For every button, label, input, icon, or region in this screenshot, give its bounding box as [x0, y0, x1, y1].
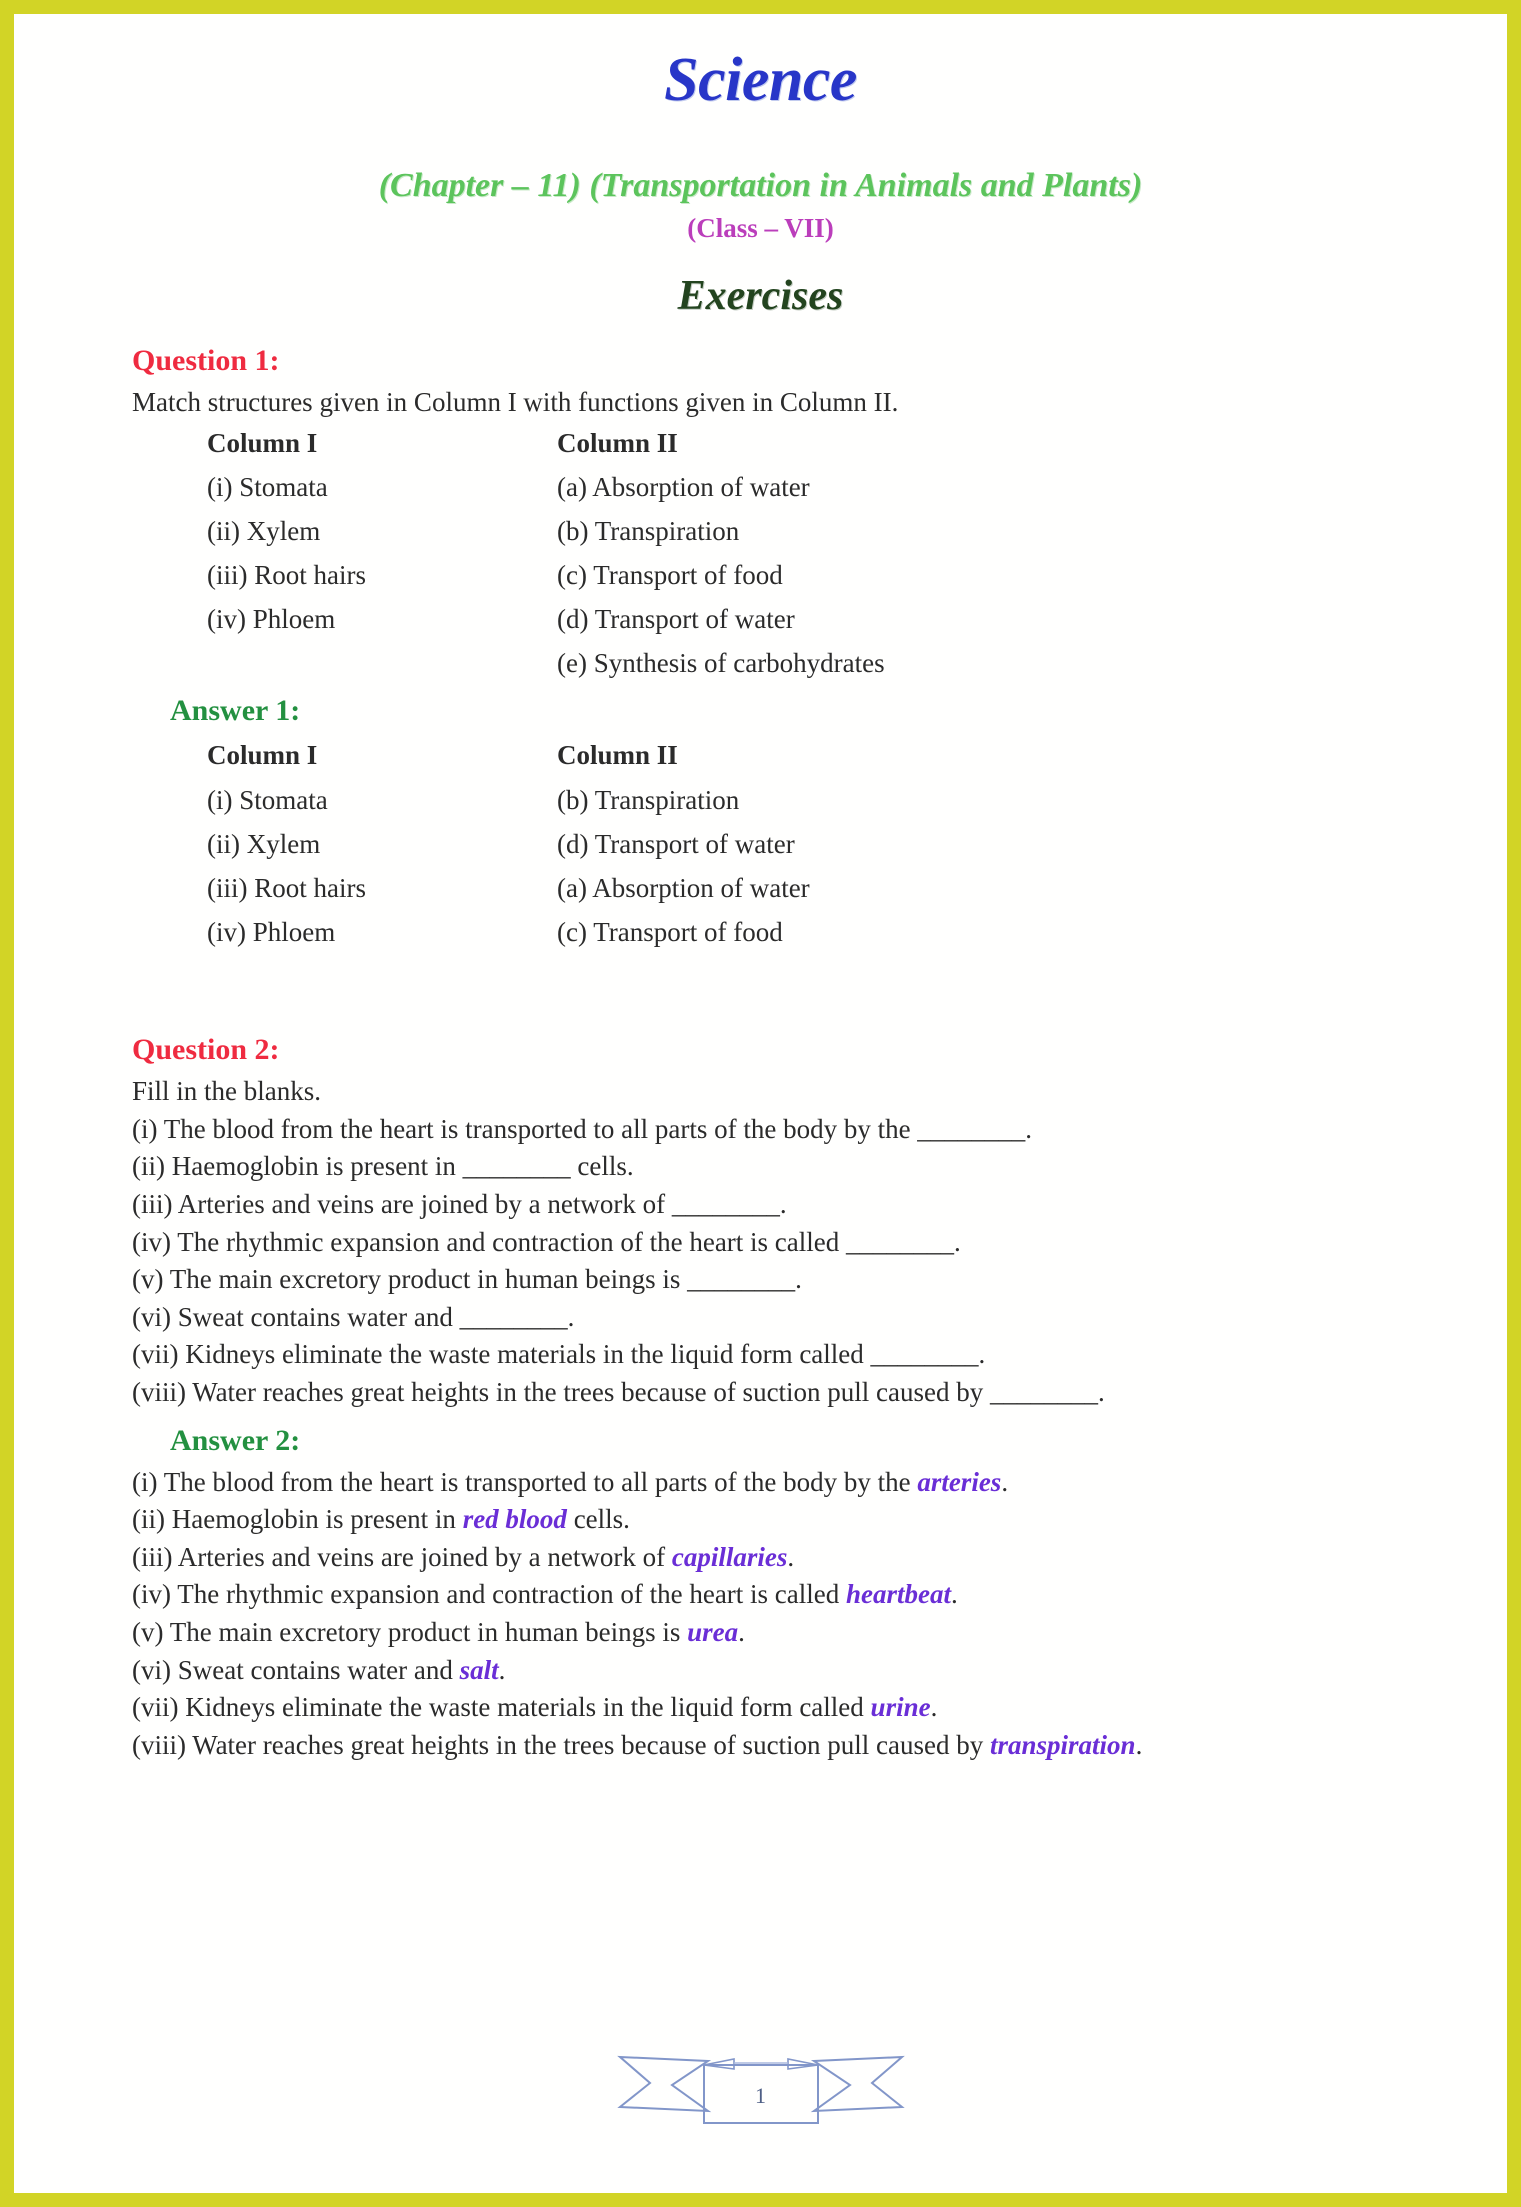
question-2-item: (v) The main excretory product in human beings is ________. [132, 1264, 802, 1295]
column-1-cell [132, 635, 557, 679]
column-2-item: (c) Transport of food [557, 916, 783, 947]
answer-2-label: Answer 2: [170, 1423, 301, 1457]
question-2-label: Question 2: [132, 1033, 280, 1067]
table-row [132, 735, 1389, 771]
column-1-item: (iv) Phloem [207, 916, 336, 947]
answer-text-after: . [787, 1541, 795, 1572]
column-2-cell [557, 816, 1389, 860]
column-2-item: (b) Transpiration [557, 515, 740, 546]
page-content [14, 14, 1507, 2193]
question-1-match-table [132, 423, 1389, 680]
table-row [132, 503, 1389, 547]
answer-1-match-table [132, 735, 1389, 948]
answer-keyword: transpiration [990, 1729, 1136, 1760]
column-2-cell [557, 423, 1389, 459]
question-1-label: Question 1: [132, 344, 280, 378]
answer-2-item [132, 1571, 1389, 1609]
column-1-item: (ii) Xylem [207, 515, 321, 546]
question-2-item: (viii) Water reaches great heights in the trees because of suction pull caused by ________. [132, 1376, 1105, 1407]
column-2-item: (e) Synthesis of carbohydrates [557, 648, 885, 679]
answer-text-before: (viii) Water reaches great heights in the trees because of suction pull caused by [132, 1729, 991, 1760]
answer-keyword: capillaries [671, 1541, 788, 1572]
column-2-item: (a) Absorption of water [557, 471, 810, 502]
answer-2-item [132, 1647, 1389, 1685]
table-row [132, 816, 1389, 860]
question-2-item: (iv) The rhythmic expansion and contraction of the heart is called ________. [132, 1226, 961, 1257]
answer-text-before: (iii) Arteries and veins are joined by a network of [132, 1541, 672, 1572]
column-2-cell [557, 772, 1389, 816]
question-1-prompt: Match structures given in Column I with functions given in Column II. [132, 387, 899, 418]
answer-2-item [132, 1459, 1389, 1497]
answer-keyword: urine [870, 1692, 931, 1723]
table-row [132, 591, 1389, 635]
column-1-cell [132, 904, 557, 948]
column-1-cell [132, 547, 557, 591]
column-2-cell [557, 860, 1389, 904]
table-row [132, 860, 1389, 904]
answer-2-item [132, 1684, 1389, 1722]
column-1-cell [132, 459, 557, 503]
question-2-item: (iii) Arteries and veins are joined by a network of ________. [132, 1188, 787, 1219]
column-1-cell [132, 591, 557, 635]
table-row [132, 904, 1389, 948]
question-2-item: (i) The blood from the heart is transported to all parts of the body by the ________. [132, 1113, 1033, 1144]
answer-text-before: (ii) Haemoglobin is present in [132, 1504, 463, 1535]
answer-text-after: cells. [566, 1504, 630, 1535]
column-2-cell [557, 547, 1389, 591]
answer-keyword: red blood [462, 1504, 567, 1535]
column-2-item: (b) Transpiration [557, 784, 740, 815]
column-1-header: Column I [207, 427, 318, 458]
column-2-cell [557, 459, 1389, 503]
column-1-item: (iv) Phloem [207, 604, 336, 635]
page-title: Science [664, 46, 857, 114]
chapter-subtitle: (Chapter – 11) (Transportation in Animals and Plants) [378, 166, 1143, 204]
answer-text-before: (vi) Sweat contains water and [132, 1654, 460, 1685]
table-row [132, 635, 1389, 679]
page-number: 1 [755, 2083, 766, 2108]
question-2-item: (vi) Sweat contains water and ________. [132, 1301, 575, 1332]
answer-text-before: (i) The blood from the heart is transported to all parts of the body by the [132, 1466, 918, 1497]
column-1-item: (iii) Root hairs [207, 560, 366, 591]
answer-keyword: salt [459, 1654, 499, 1685]
column-1-cell [132, 735, 557, 771]
answer-text-before: (iv) The rhythmic expansion and contraction of the heart is called [132, 1579, 847, 1610]
answer-2-item [132, 1609, 1389, 1647]
table-row [132, 423, 1389, 459]
table-row [132, 459, 1389, 503]
column-1-cell [132, 816, 557, 860]
question-2-prompt: Fill in the blanks. [132, 1076, 321, 1107]
table-row [132, 547, 1389, 591]
answer-text-after: . [951, 1579, 958, 1610]
column-1-header: Column I [207, 740, 318, 771]
answer-text-before: (v) The main excretory product in human beings is [132, 1616, 688, 1647]
answer-2-item [132, 1534, 1389, 1572]
page-footer [14, 2035, 1507, 2127]
column-1-item: (ii) Xylem [207, 828, 321, 859]
answer-keyword: heartbeat [846, 1579, 952, 1610]
answer-keyword: urea [687, 1616, 739, 1647]
question-2-item: (vii) Kidneys eliminate the waste materials in the liquid form called ________. [132, 1339, 986, 1370]
section-spacer [132, 948, 1389, 1010]
column-2-item: (c) Transport of food [557, 560, 783, 591]
answer-text-after: . [1001, 1466, 1009, 1497]
column-2-cell [557, 503, 1389, 547]
column-2-item: (d) Transport of water [557, 828, 795, 859]
question-2-item: (ii) Haemoglobin is present in ________ cells. [132, 1151, 634, 1182]
column-2-cell [557, 635, 1389, 679]
column-1-item: (i) Stomata [207, 471, 328, 502]
answer-1-label: Answer 1: [170, 694, 301, 728]
answer-keyword: arteries [917, 1466, 1002, 1497]
answer-text-after: . [1135, 1729, 1143, 1760]
answer-2-item [132, 1722, 1389, 1760]
ribbon-banner-icon [616, 2035, 906, 2127]
column-1-item: (iii) Root hairs [207, 872, 366, 903]
column-1-cell [132, 503, 557, 547]
column-2-cell [557, 735, 1389, 771]
column-2-item: (d) Transport of water [557, 604, 795, 635]
column-2-header: Column II [557, 427, 678, 458]
answer-text-after: . [930, 1692, 938, 1723]
column-2-cell [557, 591, 1389, 635]
column-2-cell [557, 904, 1389, 948]
column-2-header: Column II [557, 740, 678, 771]
answer-text-before: (vii) Kidneys eliminate the waste materials in the liquid form called [132, 1692, 871, 1723]
section-heading: Exercises [677, 272, 844, 319]
answer-text-after: . [738, 1616, 745, 1647]
column-1-item: (i) Stomata [207, 784, 328, 815]
answer-2-item [132, 1496, 1389, 1534]
column-1-cell [132, 772, 557, 816]
answer-text-after: . [498, 1654, 506, 1685]
column-2-item: (a) Absorption of water [557, 872, 810, 903]
column-1-cell [132, 423, 557, 459]
class-subtitle: (Class – VII) [687, 213, 834, 244]
column-1-cell [132, 860, 557, 904]
table-row [132, 772, 1389, 816]
